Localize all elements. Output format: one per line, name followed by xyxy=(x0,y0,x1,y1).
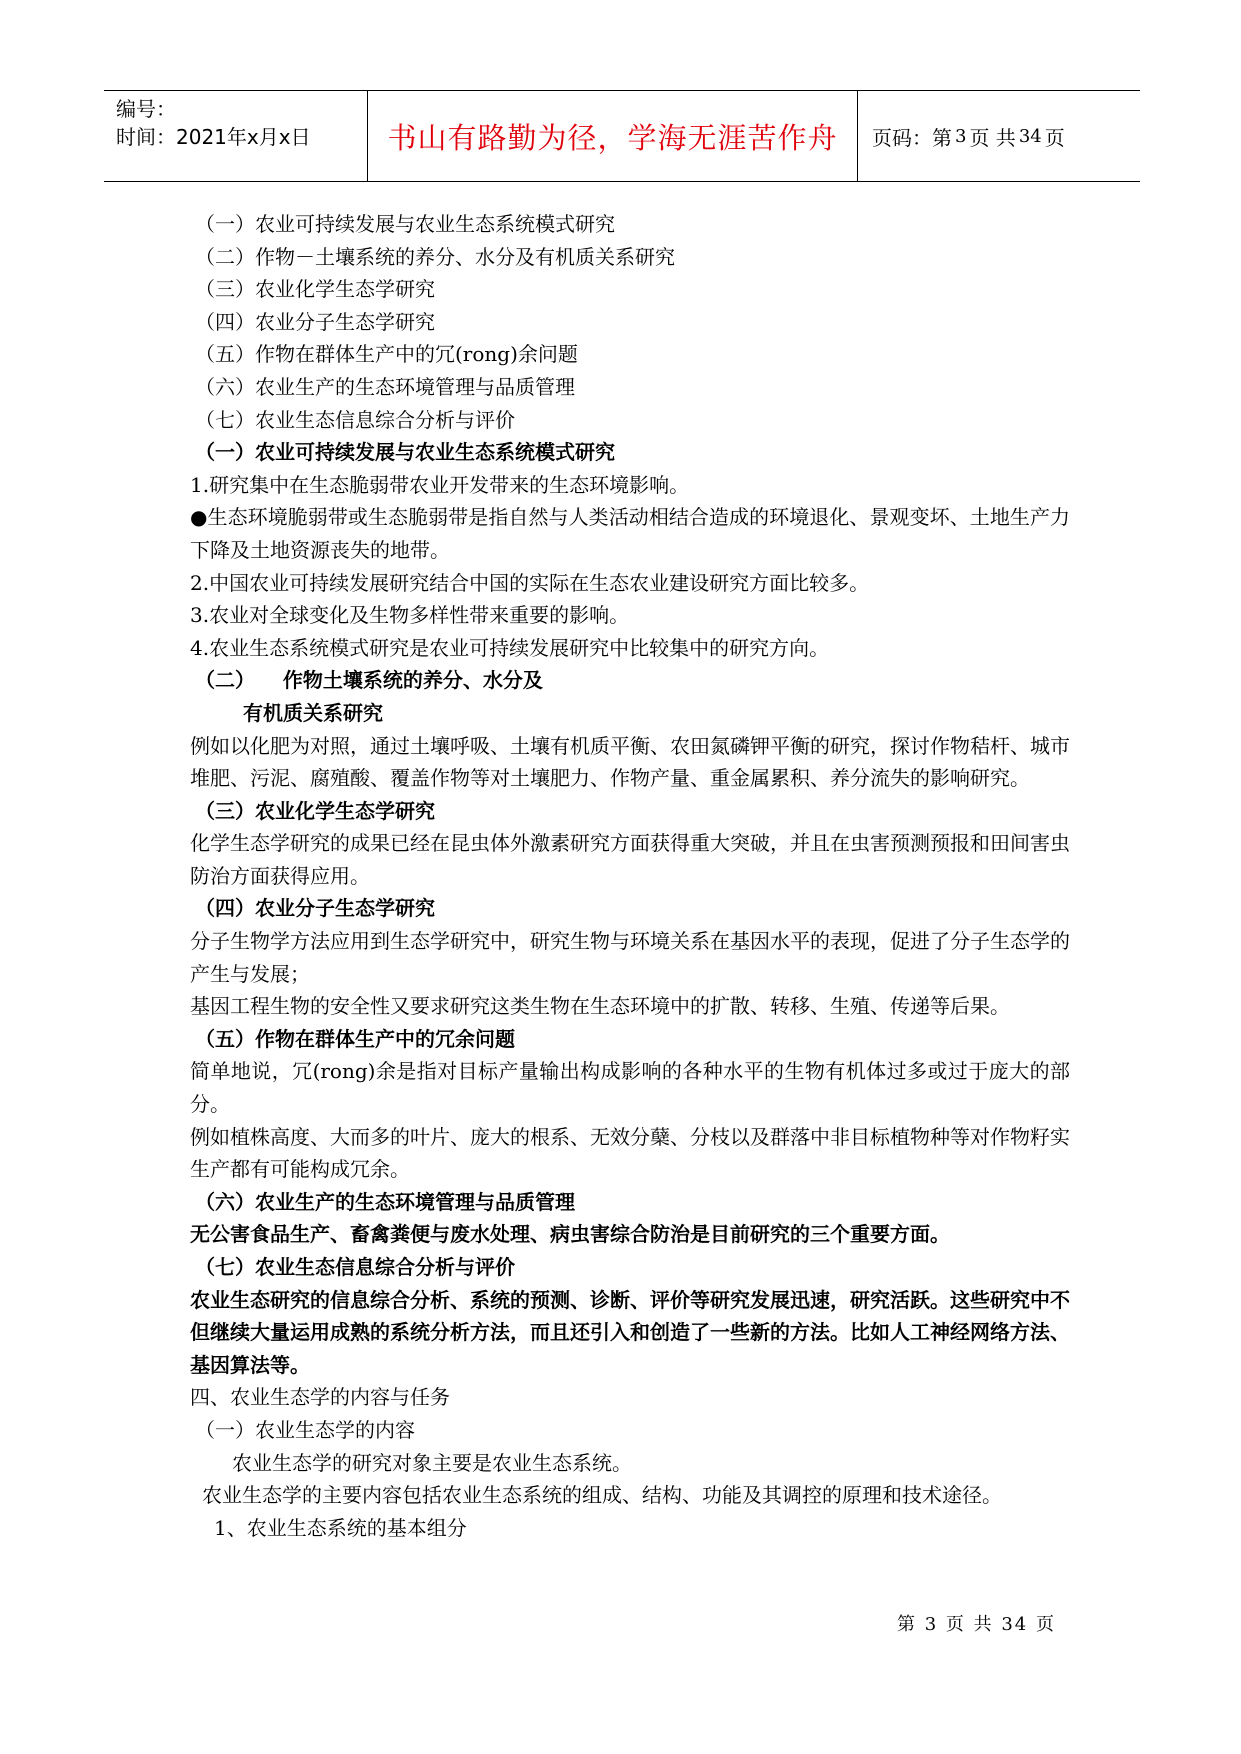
paragraph: 无公害食品生产、畜禽粪便与废水处理、病虫害综合防治是目前研究的三个重要方面。 xyxy=(190,1222,950,1247)
paragraph: 1.研究集中在生态脆弱带农业开发带来的生态环境影响。 xyxy=(190,472,690,497)
section-heading: （一）农业可持续发展与农业生态系统模式研究 xyxy=(195,440,615,465)
page-mid: 页 共 xyxy=(969,125,1016,150)
paragraph: 简单地说，冗(rong)余是指对目标产量输出构成影响的各种水平的生物有机体过多或过于庞大的部分。 xyxy=(190,1059,1070,1117)
page-prefix: 页码：第 xyxy=(872,125,952,150)
header-meta xyxy=(104,91,368,181)
toc-item: （二）作物－土壤系统的养分、水分及有机质关系研究 xyxy=(195,244,675,269)
paragraph: 农业生态学的研究对象主要是农业生态系统。 xyxy=(232,1450,632,1475)
page-header xyxy=(104,90,1140,182)
toc-item: （六）农业生产的生态环境管理与品质管理 xyxy=(195,374,575,399)
section-heading: （五）作物在群体生产中的冗余问题 xyxy=(195,1026,515,1051)
section-heading: （三）农业化学生态学研究 xyxy=(195,798,435,823)
toc-item: （三）农业化学生态学研究 xyxy=(195,277,435,302)
paragraph: 2.中国农业可持续发展研究结合中国的实际在生态农业建设研究方面比较多。 xyxy=(190,570,870,595)
page-suffix: 页 xyxy=(1044,125,1065,150)
paragraph: 例如植株高度、大而多的叶片、庞大的根系、无效分蘖、分枝以及群落中非目标植物种等对作物籽实生产都有可能构成冗余。 xyxy=(190,1124,1070,1182)
date-label: 时间：2021年x月x日 xyxy=(116,125,311,149)
toc-item: （五）作物在群体生产中的冗(rong)余问题 xyxy=(195,342,578,367)
paragraph: 农业生态研究的信息综合分析、系统的预测、诊断、评价等研究发展迅速，研究活跃。这些研究中不但继续大量运用成熟的系统分析方法，而且还引入和创造了一些新的方法。比如人工神经网络方法、基因算法等。 xyxy=(190,1287,1070,1377)
section-heading: （七）农业生态信息综合分析与评价 xyxy=(195,1255,515,1279)
header-motto: 书山有路勤为径，学海无涯苦作舟 xyxy=(368,91,858,181)
section-heading-continued: 有机质关系研究 xyxy=(243,700,383,725)
paragraph: 农业生态学的主要内容包括农业生态系统的组成、结构、功能及其调控的原理和技术途径。 xyxy=(202,1483,1002,1508)
page-total: 34 xyxy=(1018,125,1042,147)
section-heading: （二） 作物土壤系统的养分、水分及 xyxy=(195,668,543,693)
subsection-heading: （一）农业生态学的内容 xyxy=(195,1417,415,1442)
paragraph: 3.农业对全球变化及生物多样性带来重要的影响。 xyxy=(190,603,630,628)
list-item: 1、农业生态系统的基本组分 xyxy=(214,1515,467,1540)
toc-item: （四）农业分子生态学研究 xyxy=(195,309,435,334)
paragraph: 例如以化肥为对照，通过土壤呼吸、土壤有机质平衡、农田氮磷钾平衡的研究，探讨作物秸杆、城市堆肥、污泥、腐殖酸、覆盖作物等对土壤肥力、作物产量、重金属累积、养分流失的影响研究。 xyxy=(190,733,1070,791)
toc-item: （一）农业可持续发展与农业生态系统模式研究 xyxy=(195,212,615,236)
paragraph: 分子生物学方法应用到生态学研究中，研究生物与环境关系在基因水平的表现，促进了分子生态学的产生与发展； xyxy=(190,929,1070,986)
page-current: 3 xyxy=(955,125,967,147)
paragraph: 基因工程生物的安全性又要求研究这类生物在生态环境中的扩散、转移、生殖、传递等后果。 xyxy=(190,994,1010,1019)
chapter-heading: 四、农业生态学的内容与任务 xyxy=(190,1385,450,1410)
document-body xyxy=(190,208,1070,1544)
toc-item: （七）农业生态信息综合分析与评价 xyxy=(195,407,515,432)
paragraph: 4.农业生态系统模式研究是农业可持续发展研究中比较集中的研究方向。 xyxy=(190,635,830,660)
header-page-number xyxy=(858,91,1140,181)
paragraph: ●生态环境脆弱带或生态脆弱带是指自然与人类活动相结合造成的环境退化、景观变坏、土地生产力下降及土地资源丧失的地带。 xyxy=(190,505,1070,562)
page-footer: 第 3 页 共 34 页 xyxy=(897,1614,1056,1635)
section-heading: （四）农业分子生态学研究 xyxy=(195,896,435,921)
serial-number-label: 编号： xyxy=(116,97,176,121)
paragraph: 化学生态学研究的成果已经在昆虫体外激素研究方面获得重大突破，并且在虫害预测预报和田间害虫防治方面获得应用。 xyxy=(190,831,1070,888)
section-heading: （六）农业生产的生态环境管理与品质管理 xyxy=(195,1189,575,1214)
